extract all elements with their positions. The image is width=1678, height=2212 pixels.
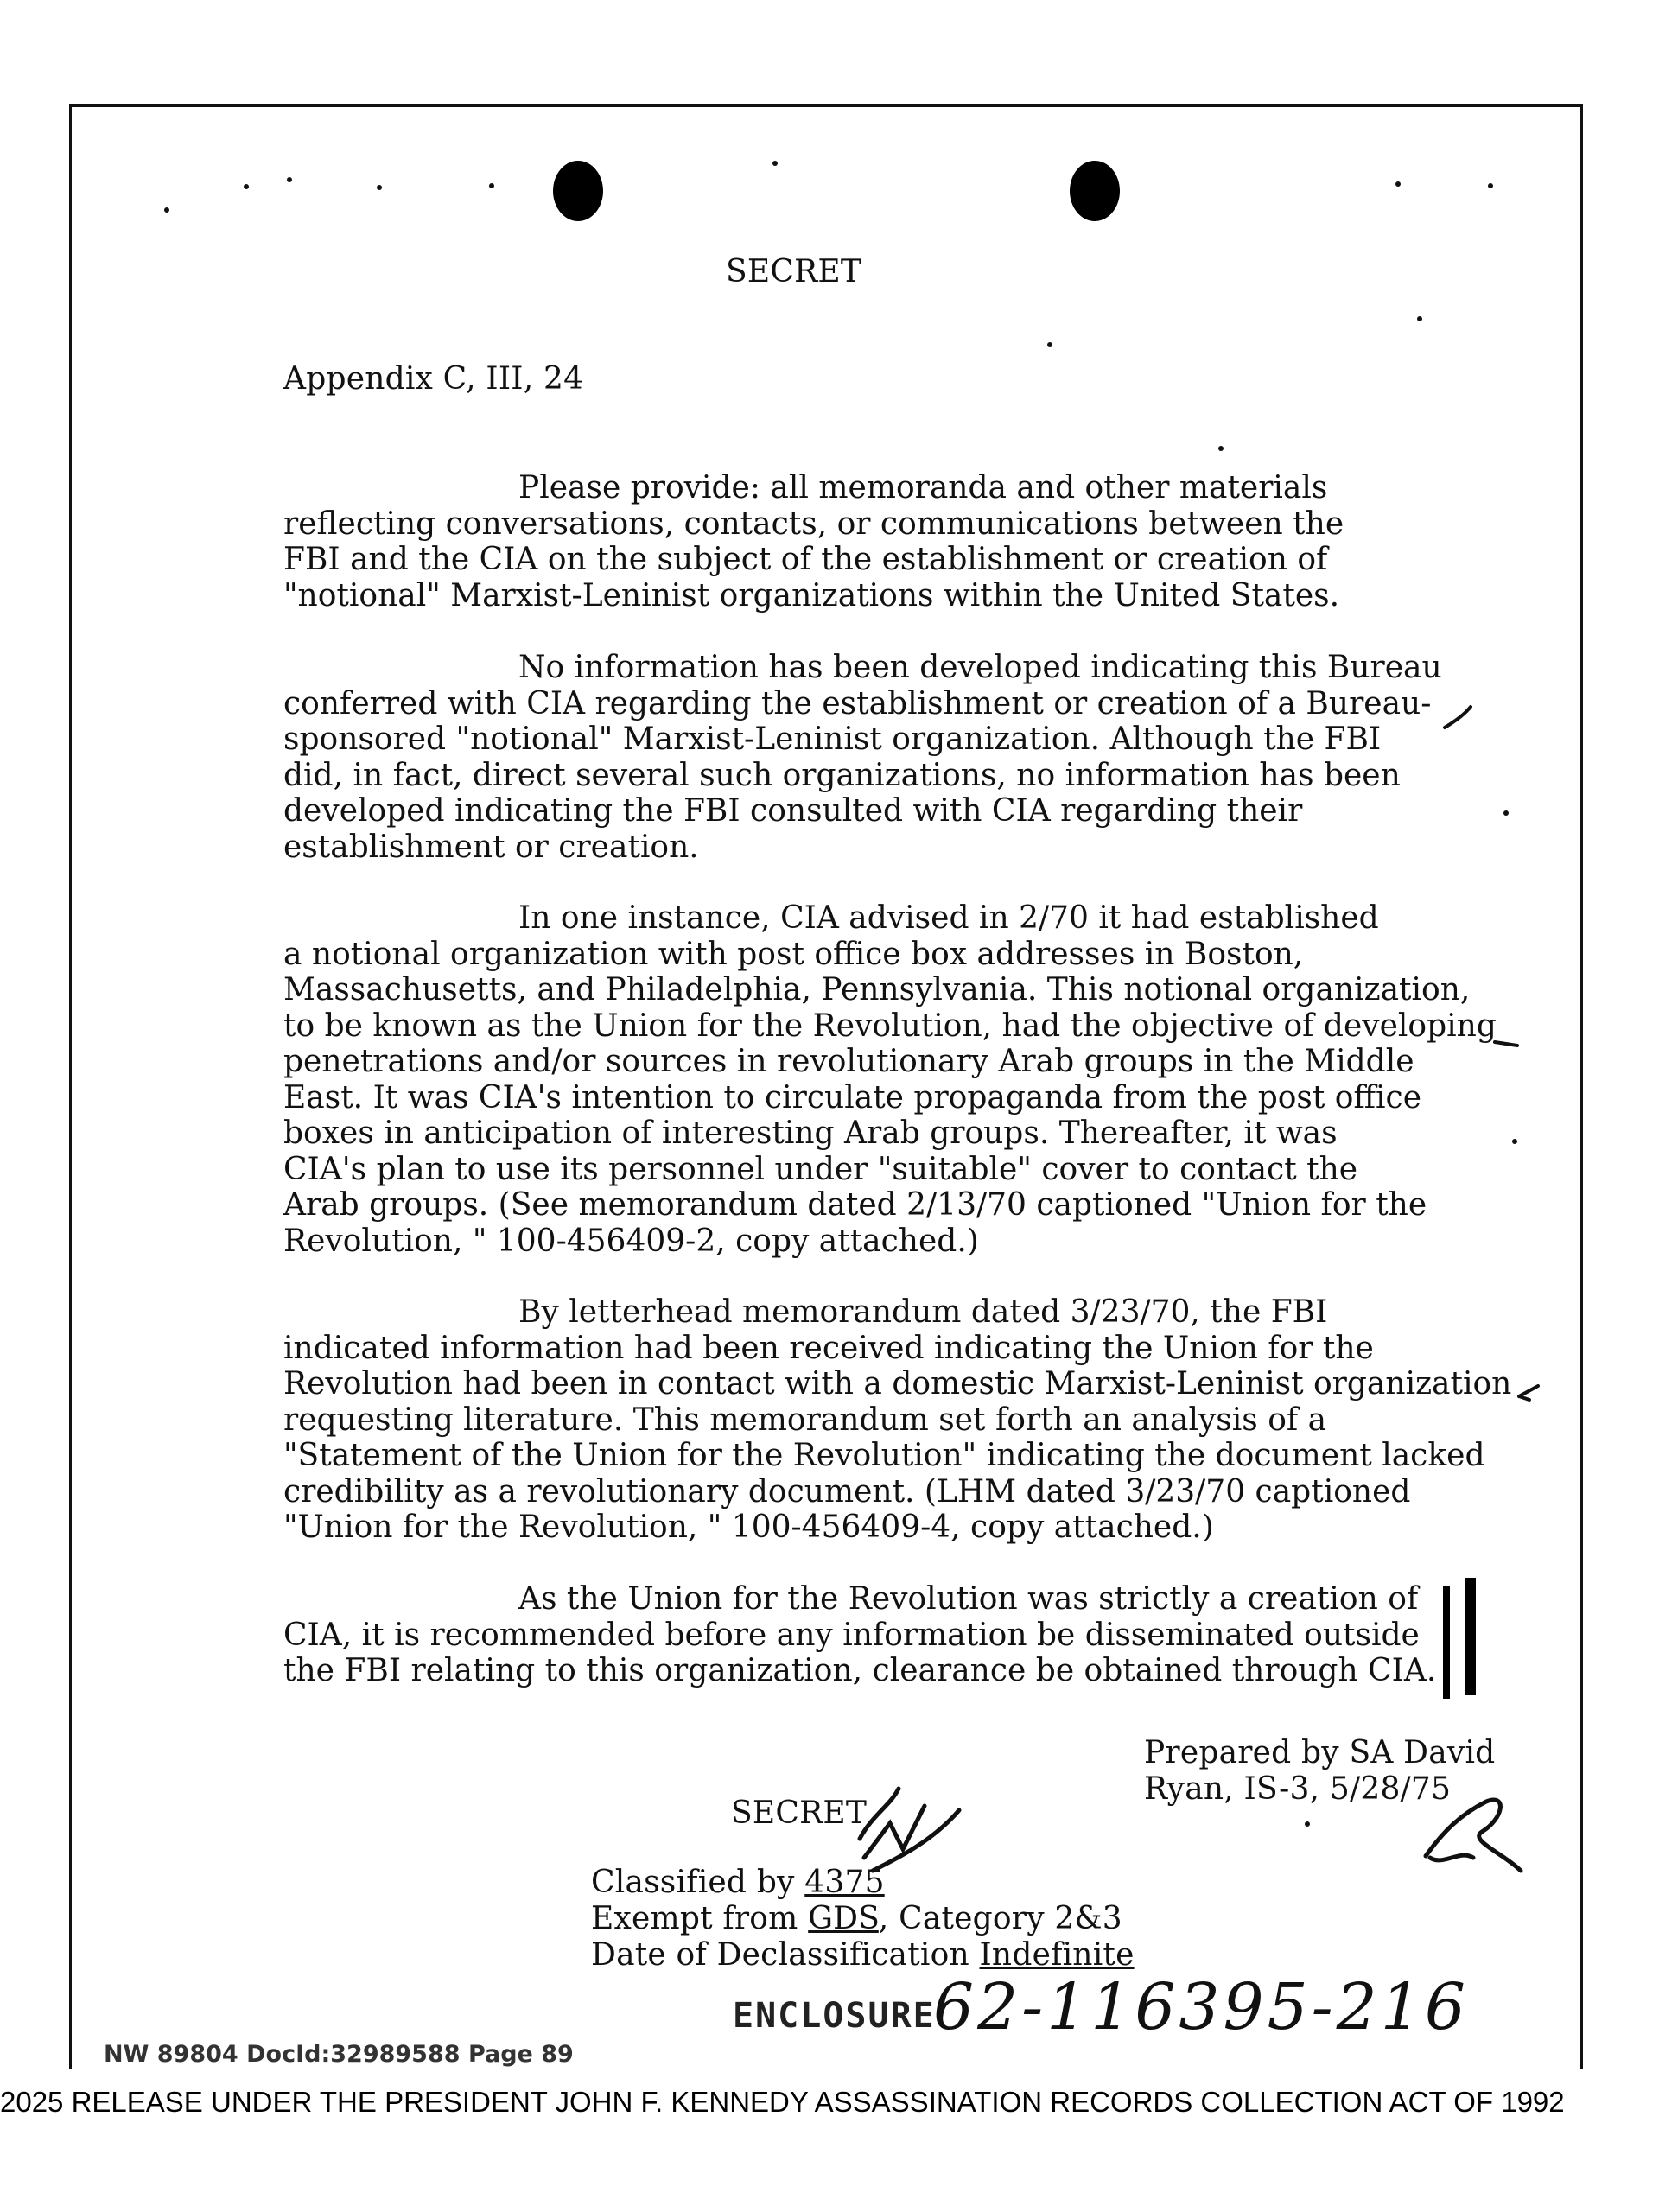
paragraph-letterhead-memorandum [283, 1294, 1511, 1546]
text-line: conferred with CIA regarding the establishment or creation of a Bureau- [283, 685, 1432, 721]
text-line: As the Union for the Revolution was strictly a creation of [518, 1581, 1419, 1617]
text-line: Revolution, " 100-456409-2, copy attached.) [283, 1223, 979, 1259]
text-line: developed indicating the FBI consulted with CIA regarding their [283, 793, 1303, 829]
text-line: boxes in anticipation of interesting Arab groups. Thereafter, it was [283, 1116, 1338, 1151]
text-line: In one instance, CIA advised in 2/70 it had established [518, 900, 1379, 936]
release-notice: 2025 RELEASE UNDER THE PRESIDENT JOHN F. KENNEDY ASSASSINATION RECORDS COLLECTION ACT OF 1992 [0, 2086, 1565, 2118]
classified-by-label: Classified by [591, 1865, 795, 1900]
text-line: East. It was CIA's intention to circulate propaganda from the post office [283, 1079, 1422, 1116]
text-line: FBI and the CIA on the subject of the establishment or creation of [283, 542, 1328, 577]
text-line: CIA, it is recommended before any information be disseminated outside [283, 1617, 1420, 1653]
text-line: credibility as a revolutionary document. (LHM dated 3/23/70 captioned [283, 1473, 1411, 1510]
text-line: Please provide: all memoranda and other materials [518, 470, 1328, 505]
exempt-line [591, 1901, 1122, 1937]
category-text: , Category 2&3 [878, 1901, 1122, 1936]
declass-value: Indefinite [979, 1937, 1135, 1973]
text-line: Revolution had been in contact with a domestic Marxist-Leninist organization [283, 1366, 1512, 1402]
text-line: By letterhead memorandum dated 3/23/70, the FBI [518, 1294, 1328, 1330]
text-line: "notional" Marxist-Leninist organizations within the United States. [283, 577, 1340, 613]
text-line: indicated information had been received indicating the Union for the [283, 1330, 1374, 1366]
margin-bracket-mark [1443, 1586, 1450, 1699]
text-line: to be known as the Union for the Revolution, had the objective of developing [283, 1007, 1497, 1044]
classified-by-line [591, 1865, 885, 1901]
margin-bracket-mark [1465, 1578, 1476, 1695]
declass-label: Date of Declassification [591, 1937, 969, 1973]
text-line: did, in fact, direct several such organizations, no information has been [283, 757, 1401, 793]
classification-bottom: SECRET [731, 1796, 868, 1831]
appendix-reference: Appendix C, III, 24 [283, 361, 584, 397]
paragraph-no-information [283, 650, 1442, 865]
paragraph-one-instance [283, 900, 1497, 1259]
exempt-label: Exempt from [591, 1901, 798, 1936]
handwritten-file-number: 62-116395-216 [933, 1970, 1469, 2044]
prepared-by-line2: Ryan, IS-3, 5/28/75 [1144, 1771, 1452, 1807]
text-line: CIA's plan to use its personnel under "suitable" cover to contact the [283, 1151, 1358, 1187]
exempt-value: GDS [808, 1901, 879, 1936]
enclosure-stamp: ENCLOSURE [733, 1996, 936, 2036]
text-line: "Statement of the Union for the Revolution" indicating the document lacked [283, 1438, 1485, 1473]
paragraph-recommendation [283, 1581, 1436, 1689]
punch-hole-left [553, 161, 603, 221]
declassification-line [591, 1937, 1135, 1974]
text-line: "Union for the Revolution, " 100-456409-4, copy attached.) [283, 1510, 1214, 1545]
document-id-footer: NW 89804 DocId:32989588 Page 89 [104, 2041, 574, 2068]
classification-top: SECRET [726, 254, 862, 289]
punch-hole-right [1070, 161, 1120, 221]
text-line: reflecting conversations, contacts, or communications between the [283, 505, 1344, 542]
text-line: Massachusetts, and Philadelphia, Pennsylvania. This notional organization, [283, 972, 1471, 1007]
text-line: the FBI relating to this organization, clearance be obtained through CIA. [283, 1653, 1437, 1688]
text-line: penetrations and/or sources in revolutionary Arab groups in the Middle [283, 1044, 1414, 1079]
text-line: No information has been developed indicating this Bureau [518, 650, 1442, 685]
text-line: sponsored "notional" Marxist-Leninist organization. Although the FBI [283, 721, 1382, 757]
text-line: establishment or creation. [283, 829, 699, 865]
text-line: a notional organization with post office box addresses in Boston, [283, 936, 1304, 972]
paragraph-request [283, 470, 1344, 613]
text-line: requesting literature. This memorandum set forth an analysis of a [283, 1402, 1327, 1438]
classified-by-value: 4375 [804, 1865, 885, 1900]
prepared-by-line1: Prepared by SA David [1144, 1735, 1496, 1770]
text-line: Arab groups. (See memorandum dated 2/13/70 captioned "Union for the [283, 1187, 1427, 1223]
